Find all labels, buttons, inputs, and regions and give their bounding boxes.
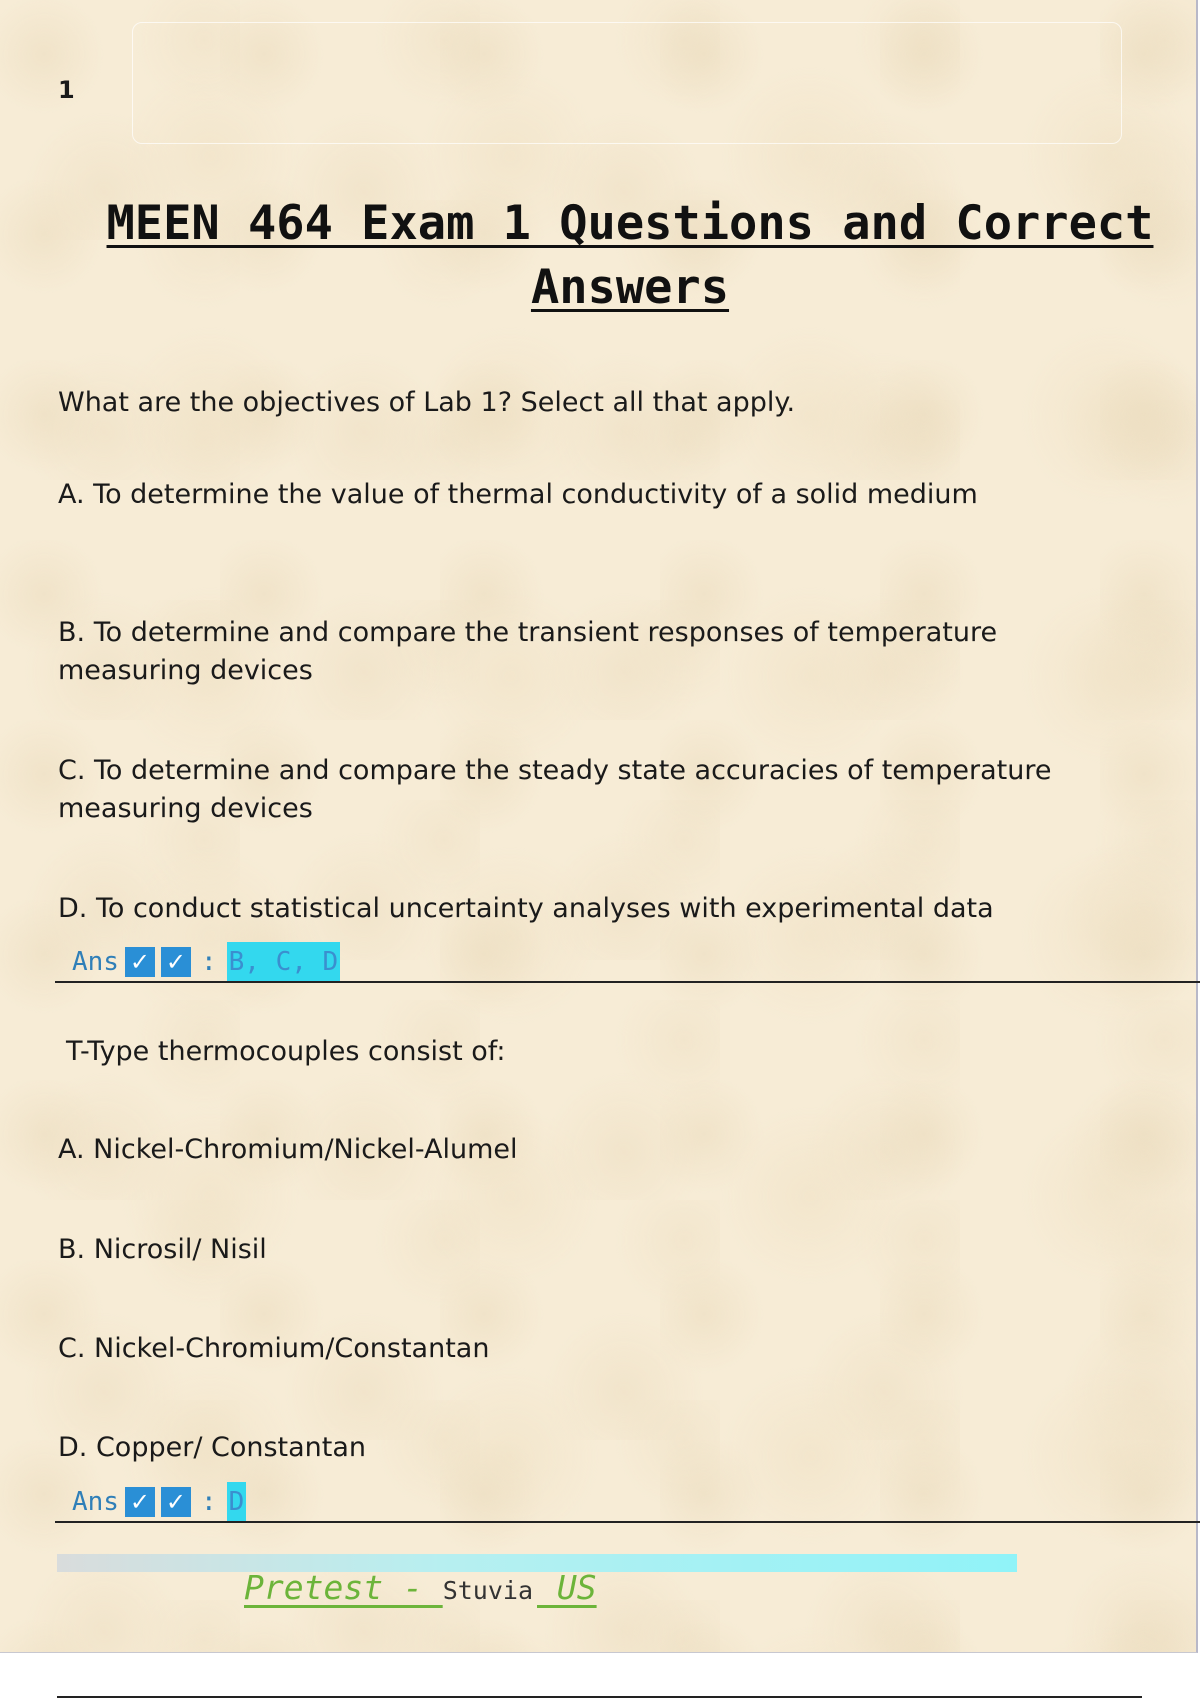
answer-value: B, C, D [227,942,341,982]
question-1-answer [72,942,340,982]
question-1-option-d: D. To conduct statistical uncertainty analyses with experimental data [58,893,994,924]
question-2-answer [72,1482,246,1522]
divider [55,1521,1200,1523]
question-1-option-a: A. To determine the value of thermal conductivity of a solid medium [58,479,978,510]
checkbox-check-icon: ✓ [161,947,191,977]
question-1-option-c: C. To determine and compare the steady state accuracies of temperature measuring devices [58,755,1052,824]
footer-suffix: US [537,1568,597,1607]
bottom-divider [57,1696,1142,1698]
question-2-prompt: T-Type thermocouples consist of: [66,1036,506,1067]
checkbox-check-icon: ✓ [125,1487,155,1517]
document-title [60,192,1200,320]
question-1-option-b: B. To determine and compare the transient responses of temperature measuring devices [58,617,998,686]
header-frame [132,22,1122,144]
answer-label: Ans [72,1487,119,1517]
question-2-option-c: C. Nickel-Chromium/Constantan [58,1333,490,1364]
divider [55,981,1200,983]
checkbox-check-icon: ✓ [125,947,155,977]
question-2-option-a: A. Nickel-Chromium/Nickel-Alumel [58,1134,518,1165]
document-title-text: MEEN 464 Exam 1 Questions and Correct Answers [106,196,1154,315]
footer-watermark [244,1568,597,1612]
answer-label: Ans [72,947,119,977]
checkbox-check-icon: ✓ [161,1487,191,1517]
answer-value: D [227,1482,247,1522]
footer-brand: Stuvia [442,1576,533,1605]
question-2-option-b: B. Nicrosil/ Nisil [58,1234,267,1265]
footer-prefix: Pretest - [244,1568,443,1607]
question-1-prompt: What are the objectives of Lab 1? Select all that apply. [58,387,796,418]
answer-colon: : [200,947,217,977]
question-2-option-d: D. Copper/ Constantan [58,1432,367,1463]
answer-colon: : [200,1487,217,1517]
page-number: 1 [58,76,75,104]
